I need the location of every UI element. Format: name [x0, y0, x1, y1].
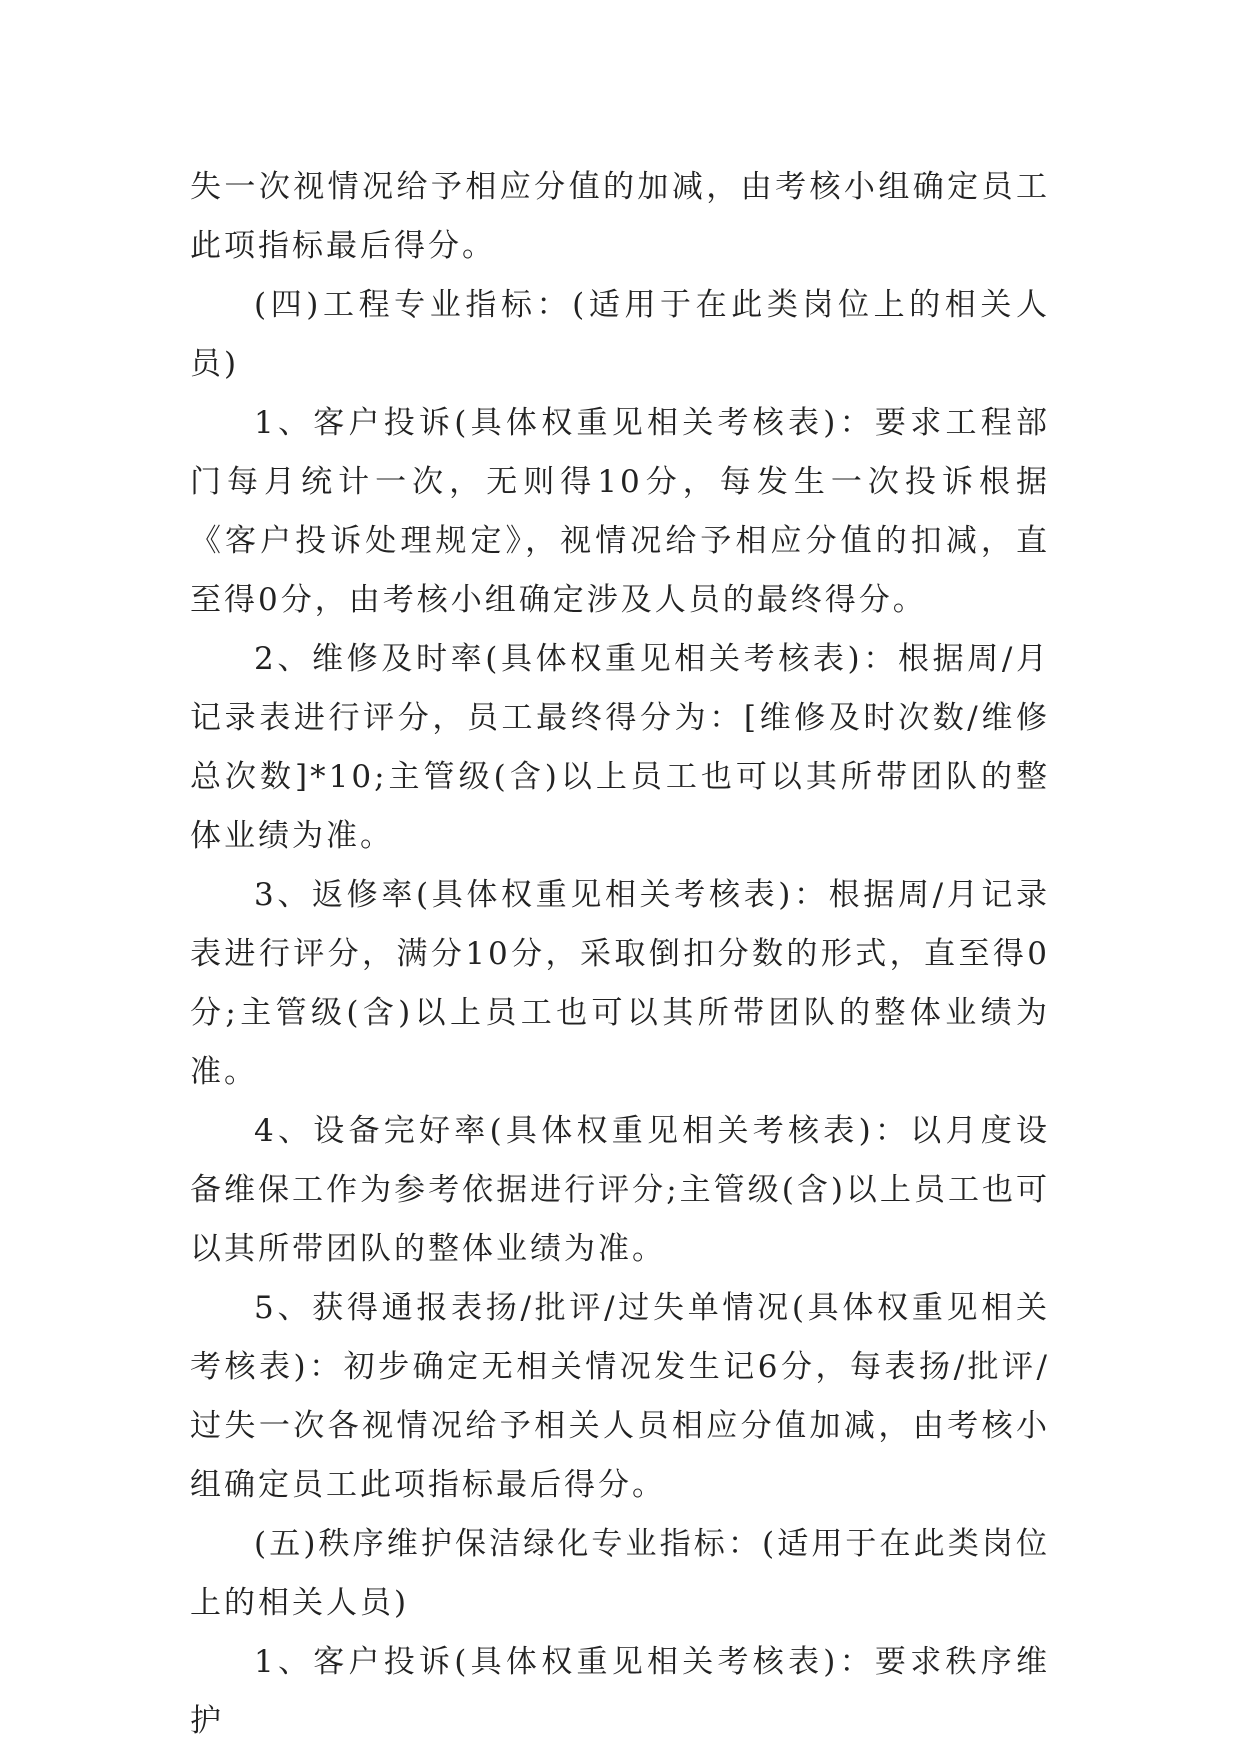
paragraph-equipment-rate: 4、设备完好率(具体权重见相关考核表)：以月度设备维保工作为参考依据进行评分;主管级(含)以上员工也可以其所带团队的整体业绩为准。	[190, 1113, 1050, 1267]
section-heading-engineering: (四)工程专业指标：(适用于在此类岗位上的相关人员)	[190, 287, 1050, 382]
section-heading-security-cleaning: (五)秩序维护保洁绿化专业指标：(适用于在此类岗位上的相关人员)	[190, 1526, 1050, 1621]
paragraph-continuation: 失一次视情况给予相应分值的加减，由考核小组确定员工此项指标最后得分。	[190, 169, 1050, 264]
paragraph-repair-timeliness: 2、维修及时率(具体权重见相关考核表)：根据周/月记录表进行评分，员工最终得分为：[维修及时次数/维修总次数]*10;主管级(含)以上员工也可以其所带团队的整体业绩为准。	[190, 641, 1050, 854]
paragraph-security-complaints: 1、客户投诉(具体权重见相关考核表)：要求秩序维护	[190, 1644, 1050, 1739]
paragraph-customer-complaints: 1、客户投诉(具体权重见相关考核表)：要求工程部门每月统计一次，无则得10分，每发生一次投诉根据《客户投诉处理规定》，视情况给予相应分值的扣减，直至得0分，由考核小组确定涉及人员的最终得分。	[190, 405, 1050, 618]
paragraph-commendation: 5、获得通报表扬/批评/过失单情况(具体权重见相关考核表)：初步确定无相关情况发生记6分，每表扬/批评/过失一次各视情况给予相关人员相应分值加减，由考核小组确定员工此项指标最后得分。	[190, 1290, 1050, 1503]
paragraph-rework-rate: 3、返修率(具体权重见相关考核表)：根据周/月记录表进行评分，满分10分，采取倒扣分数的形式，直至得0分;主管级(含)以上员工也可以其所带团队的整体业绩为准。	[190, 877, 1050, 1090]
document-body	[190, 158, 1050, 1751]
